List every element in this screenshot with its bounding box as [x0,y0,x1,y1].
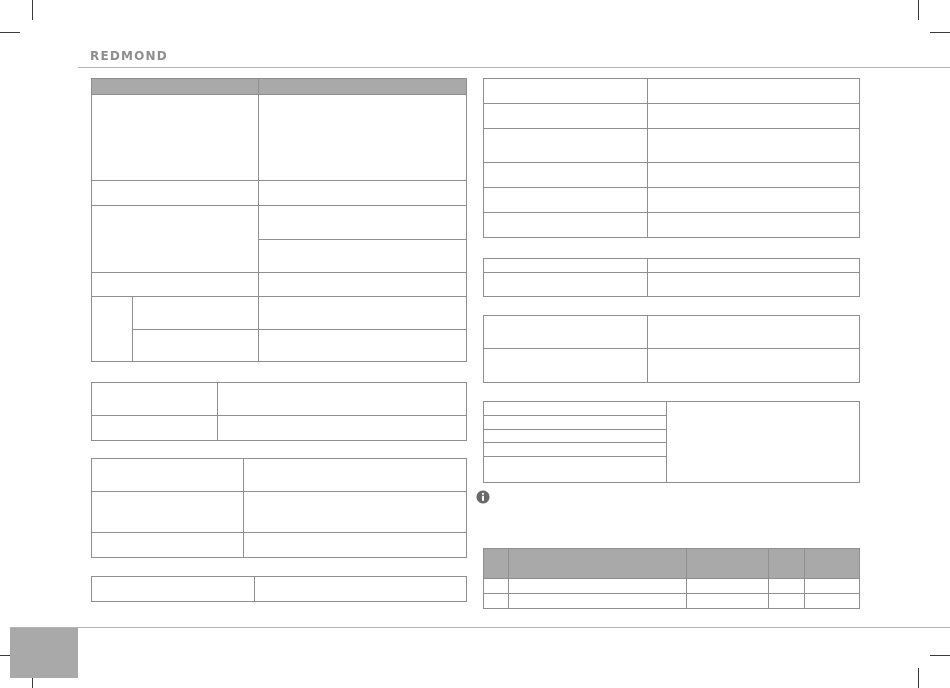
table-cell [484,457,667,483]
table-cell [484,443,667,457]
table-cell [133,297,259,330]
crop-mark-bottom-right-v [918,668,919,688]
table-header-cell [484,549,509,579]
table-cell [484,430,667,443]
table-cell [259,181,467,206]
table-cell [92,492,244,533]
table-cell [92,273,259,297]
table-header-cell [92,79,259,95]
table-cell [255,577,467,602]
table-cell [218,416,467,441]
table-cell [648,259,860,273]
table-cell [667,402,860,483]
table-cell [484,259,648,273]
table-cell [484,316,648,349]
crop-mark-top-left-v [32,0,33,20]
table-cell [244,533,467,558]
table-header-cell [687,549,769,579]
table-cell [484,104,648,129]
table-cell [259,95,467,181]
table-cell [92,533,244,558]
table-cell [484,416,667,430]
table-cell [484,273,648,297]
footer-rule [10,627,950,628]
table-cell [484,594,509,609]
spec-table-3 [91,458,467,558]
table-cell [687,594,769,609]
table-cell [484,129,648,163]
spec-table-7 [483,315,860,383]
table-cell [484,402,667,416]
table-cell [92,181,259,206]
table-cell [805,594,860,609]
table-cell [769,594,805,609]
table-cell [259,206,467,240]
table-cell [244,492,467,533]
table-cell [648,188,860,213]
table-cell [648,104,860,129]
spec-table-6 [483,258,860,297]
table-cell [484,579,509,594]
table-cell [259,297,467,330]
table-cell [509,594,687,609]
table-header-cell [805,549,860,579]
table-cell [259,273,467,297]
table-cell [484,188,648,213]
crop-mark-top-right-h [930,32,950,33]
table-cell [92,459,244,492]
spec-table-4 [91,576,467,602]
spec-table-8 [483,401,860,483]
info-icon [476,490,490,504]
spec-table-1 [91,78,467,362]
table-cell [92,577,255,602]
crop-mark-top-left-h [0,32,20,33]
table-cell [648,273,860,297]
crop-mark-top-right-v [918,0,919,20]
table-cell [509,579,687,594]
table-cell [805,579,860,594]
table-cell [259,240,467,273]
table-cell [648,349,860,383]
page-number-tab [10,628,78,678]
table-cell [648,316,860,349]
table-cell [92,95,259,181]
table-cell [484,163,648,188]
table-cell [484,213,648,238]
spec-table-9 [483,548,860,609]
table-cell [484,79,648,104]
table-cell [484,349,648,383]
crop-mark-bottom-right-h [930,655,950,656]
table-cell [244,459,467,492]
header-rule [78,67,950,68]
table-cell [769,579,805,594]
table-cell [133,330,259,362]
table-cell [648,129,860,163]
table-cell [92,416,218,441]
table-cell [687,579,769,594]
table-cell [648,163,860,188]
table-cell [92,297,133,362]
table-cell [259,330,467,362]
table-cell [92,383,218,416]
table-header-cell [259,79,467,95]
table-header-cell [509,549,687,579]
table-cell [648,79,860,104]
table-cell [648,213,860,238]
brand-logo: REDMOND [90,49,168,63]
spec-table-5 [483,78,860,238]
table-cell [92,206,259,273]
table-header-cell [769,549,805,579]
spec-table-2 [91,382,467,441]
table-cell [218,383,467,416]
